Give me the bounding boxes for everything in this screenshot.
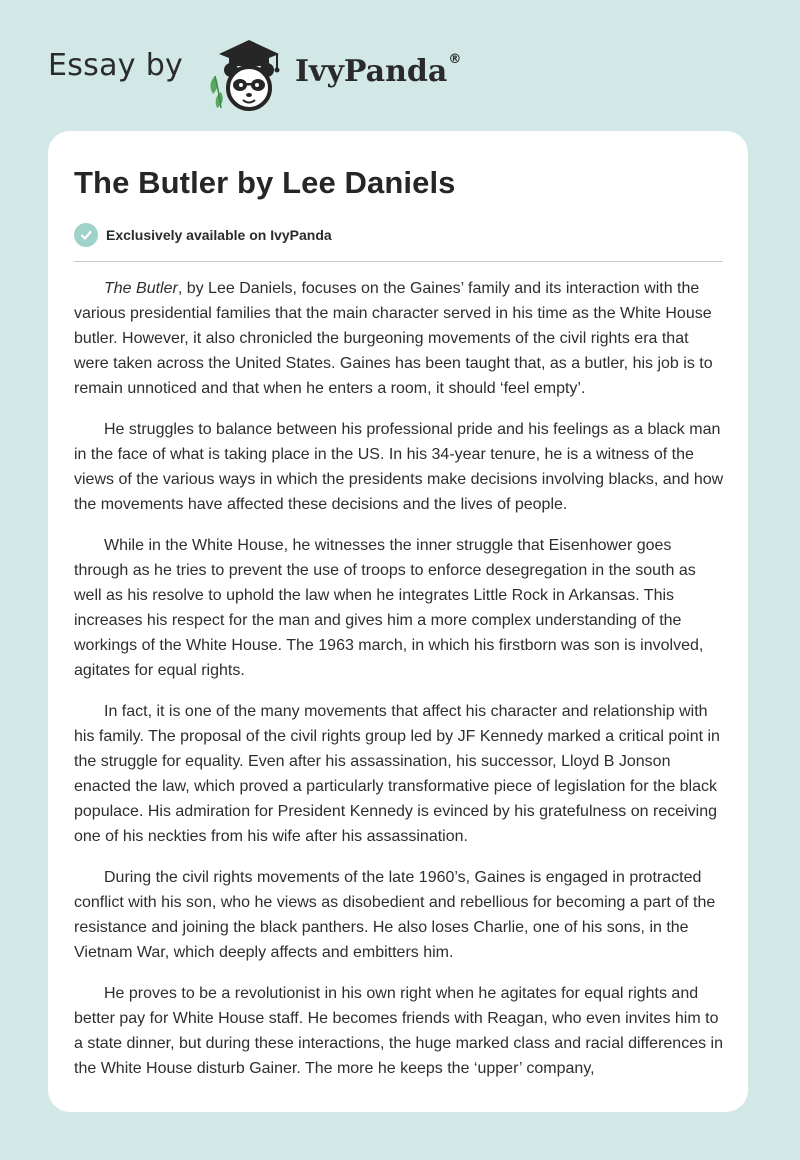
registered-mark: ® bbox=[448, 52, 462, 67]
brand-name[interactable] bbox=[295, 54, 461, 89]
essay-by-label: Essay by bbox=[48, 47, 184, 83]
ivypanda-logo-icon[interactable] bbox=[201, 32, 297, 112]
paragraph-1 bbox=[74, 276, 726, 401]
essay-card bbox=[48, 131, 748, 1112]
exclusive-badge-label: Exclusively available on IvyPanda bbox=[106, 227, 332, 243]
paragraph-3: While in the White House, he witnesses the inner struggle that Eisenhower goes through as he tries to prevent the use of troops to enforce desegregation in the south as well as his resolve to uphold the law when he integrates Little Rock in Arkansas. This increases his respect for the man and gives him a more complex understanding of the workings of the White House. The 1963 march, in which his firstborn was son is involved, agitates for equal rights. bbox=[74, 537, 704, 679]
film-title: The Butler bbox=[104, 280, 178, 297]
paragraph-4: In fact, it is one of the many movements that affect his character and relationship with his family. The proposal of the civil rights group led by JF Kennedy marked a critical point in the struggle for equality. Even after his assassination, his successor, Lloyd B Jonson enacted the law, which proved a particularly transformative piece of legislation for the black populace. His admiration for President Kennedy is evinced by his gratefulness on receiving one of his neckties from his wife after his assassination. bbox=[74, 703, 720, 845]
brand-name-text: IvyPanda bbox=[295, 54, 448, 89]
exclusive-badge bbox=[74, 223, 332, 247]
paragraph-2: He struggles to balance between his professional pride and his feelings as a black man in the face of what is taking place in the US. In his 34-year tenure, he is a witness of the views of the various ways in which the presidents make decisions involving blacks, and how the movements have affected these decisions and the lives of people. bbox=[74, 421, 724, 513]
paragraph-1-text: , by Lee Daniels, focuses on the Gaines’ family and its interaction with the various presidential families that the main character served in his time as the White House butler. However, it also chronicled the burgeoning movements of the civil rights era that were taken across the United States. Gaines has been taught that, as a butler, his job is to remain unnoticed and that when he enters a room, it should ‘feel empty’. bbox=[74, 280, 713, 397]
paragraph-5: During the civil rights movements of the late 1960’s, Gaines is engaged in protracted conflict with his son, who he views as disobedient and rebellious for becoming a part of the resistance and joining the black panthers. He also loses Charlie, one of his sons, in the Vietnam War, which deeply affects and embitters him. bbox=[74, 869, 716, 961]
title-divider bbox=[74, 261, 723, 262]
checkmark-icon bbox=[74, 223, 98, 247]
paragraph-6: He proves to be a revolutionist in his own right when he agitates for equal rights and better pay for White House staff. He becomes friends with Reagan, who even invites him to a state dinner, but during these interactions, the huge marked class and racial differences in the White House disturb Gainer. The more he keeps the ‘upper’ company, bbox=[74, 985, 723, 1077]
essay-title: The Butler by Lee Daniels bbox=[74, 165, 456, 200]
site-header bbox=[48, 32, 468, 112]
essay-body bbox=[74, 276, 726, 1097]
